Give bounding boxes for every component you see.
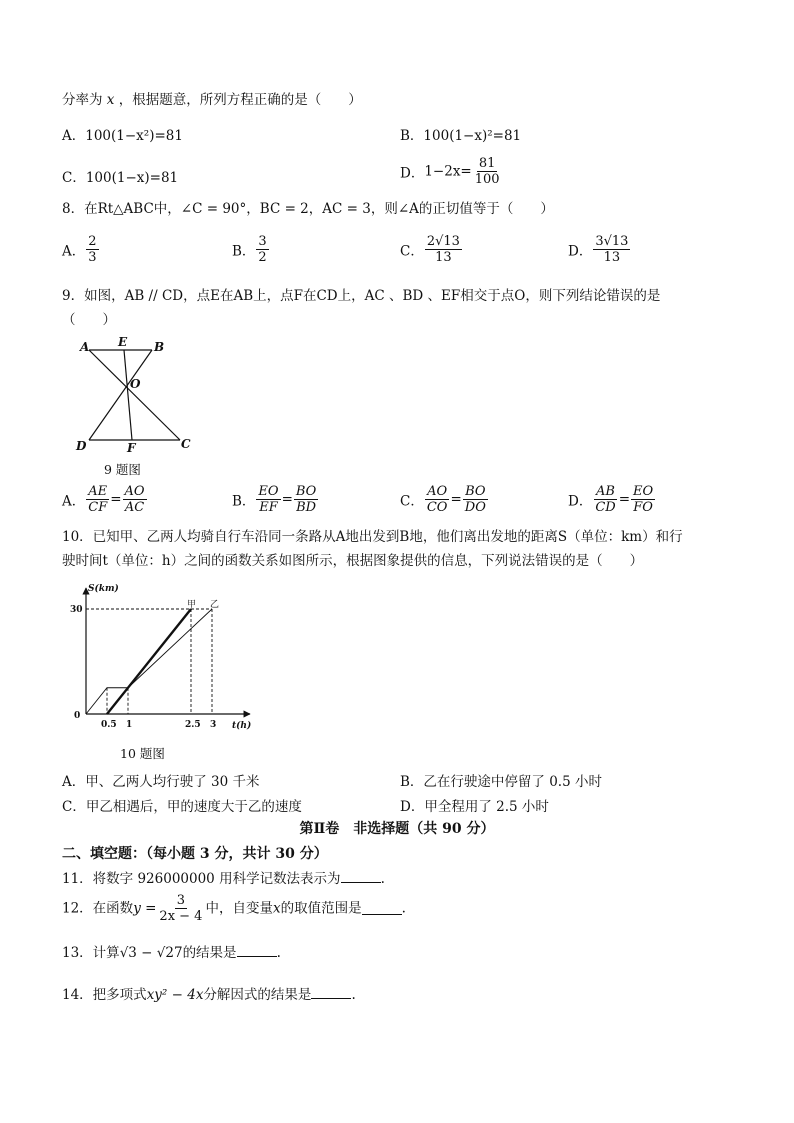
option-expression: 100(1−x²)=81 xyxy=(85,128,183,144)
q12 xyxy=(62,892,406,925)
equals-sign: = xyxy=(110,491,122,508)
x-axis-label: t(h) xyxy=(232,721,252,731)
q10-option-d[interactable]: D．甲全程用了 2.5 小时 xyxy=(400,799,549,815)
fraction xyxy=(157,893,204,924)
numerator: 3 xyxy=(176,893,186,908)
label-a: A xyxy=(80,340,90,354)
q7-option-c[interactable] xyxy=(62,166,178,186)
q7-variable: x xyxy=(106,92,115,108)
numerator: 2√13 xyxy=(426,234,460,249)
numerator: 81 xyxy=(478,156,496,171)
y-tick-label: 30 xyxy=(70,605,83,615)
denominator: 13 xyxy=(435,250,452,265)
q12-text-2: 中，自变量 xyxy=(205,900,273,917)
label-d: D xyxy=(76,439,87,453)
option-label: D． xyxy=(568,243,593,260)
fraction xyxy=(463,484,488,515)
fraction xyxy=(425,234,462,265)
q11-answer-blank[interactable] xyxy=(341,870,381,883)
q10-option-c[interactable]: C．甲乙相遇后，甲的速度大于乙的速度 xyxy=(62,799,302,815)
q7-stem-tail xyxy=(62,91,362,109)
y-axis-label: S(km) xyxy=(88,584,119,594)
label-o: O xyxy=(130,377,141,391)
series-yi-label: 乙 xyxy=(210,600,220,610)
option-label: B． xyxy=(232,243,256,260)
q14-period: . xyxy=(351,987,356,1003)
q9-option-b[interactable] xyxy=(232,484,319,515)
q9-stem-paren: （ ） xyxy=(62,312,116,328)
series-jia-line xyxy=(107,609,191,714)
fraction xyxy=(593,234,630,265)
option-expression: 100(1−x)=81 xyxy=(85,170,179,186)
q14-text-2: 分解因式的结果是 xyxy=(203,987,312,1003)
fraction xyxy=(593,484,617,515)
denominator: 3 xyxy=(88,250,97,265)
q14-answer-blank[interactable] xyxy=(311,986,351,999)
q11-text: 11．将数字 926000000 用科学记数法表示为 xyxy=(62,871,341,887)
denominator: 2x − 4 xyxy=(159,909,203,924)
x-tick-label: 0.5 xyxy=(101,720,117,730)
numerator: 2 xyxy=(88,234,97,249)
equals-sign: = xyxy=(450,491,462,508)
option-label: B． xyxy=(400,128,424,144)
q8-option-a[interactable] xyxy=(62,234,100,265)
option-label: D． xyxy=(568,493,593,510)
q12-text-3: 的取值范围是 xyxy=(280,900,362,917)
denominator: CD xyxy=(595,500,616,515)
q14-text: 14．把多项式 xyxy=(62,987,147,1003)
q13-answer-blank[interactable] xyxy=(237,944,277,957)
q10-stem: 10．已知甲、乙两人均骑自行车沿同一条路从A地出发到B地，他们离出发地的距离S（单位：km）和行 xyxy=(62,529,683,545)
fraction xyxy=(86,234,98,265)
numerator: 3√13 xyxy=(595,234,629,249)
q13 xyxy=(62,944,281,962)
equals-sign: = xyxy=(618,491,631,508)
q7-text-2: ，根据题意，所列方程正确的是（ ） xyxy=(118,92,362,108)
fraction xyxy=(86,484,109,515)
segment-bd xyxy=(89,350,152,440)
denominator: 100 xyxy=(474,172,500,187)
q13-expression: √3 − √27 xyxy=(119,945,183,961)
option-label: D． xyxy=(400,165,425,182)
label-e: E xyxy=(118,335,128,349)
equals-sign: = xyxy=(281,491,293,508)
x-tick-label: 3 xyxy=(210,720,217,730)
numerator: EO xyxy=(633,484,654,499)
q7-text: 分率为 xyxy=(62,92,103,108)
denominator: DO xyxy=(464,500,486,515)
segment-ef xyxy=(124,350,132,440)
label-f: F xyxy=(127,441,136,455)
option-label: A． xyxy=(62,243,86,260)
q7-option-d[interactable] xyxy=(400,156,503,187)
q9-option-c[interactable] xyxy=(400,484,489,515)
q7-option-b[interactable] xyxy=(400,124,521,144)
fraction xyxy=(256,484,280,515)
q9-figure xyxy=(70,334,200,458)
q10-chart xyxy=(66,584,256,740)
q7-option-a[interactable] xyxy=(62,124,183,144)
q11-period: . xyxy=(380,871,385,887)
numerator: EO xyxy=(258,484,279,499)
denominator: 2 xyxy=(258,250,267,265)
numerator: AO xyxy=(427,484,448,499)
q13-text-2: 的结果是 xyxy=(182,945,237,961)
origin-label: 0 xyxy=(74,711,81,721)
x-tick-label: 1 xyxy=(126,720,133,730)
numerator: BO xyxy=(465,484,486,499)
q9-option-d[interactable] xyxy=(568,484,656,515)
fraction xyxy=(425,484,450,515)
numerator: AE xyxy=(88,484,108,499)
q10-stem-2: 驶时间t（单位：h）之间的函数关系如图所示，根据图象提供的信息，下列说法错误的是（ ） xyxy=(62,553,644,569)
option-label: B． xyxy=(232,493,256,510)
option-expression: 100(1−x)²=81 xyxy=(423,128,522,144)
denominator: CF xyxy=(88,500,108,515)
q9-stem: 9．如图，AB // CD，点E在AB上，点F在CD上，AC 、BD 、EF相交于点O，则下列结论错误的是 xyxy=(62,288,661,304)
option-label: A． xyxy=(62,493,86,510)
denominator: 13 xyxy=(603,250,621,265)
q9-figure-caption: 9 题图 xyxy=(104,462,141,477)
q10-figure-caption: 10 题图 xyxy=(120,746,165,761)
q8-option-d[interactable] xyxy=(568,234,631,265)
q13-period: . xyxy=(276,945,281,961)
q12-period: . xyxy=(401,900,406,917)
fraction xyxy=(294,484,318,515)
denominator: CO xyxy=(426,500,448,515)
q14-expression: xy² − 4x xyxy=(146,987,204,1003)
q10-option-b[interactable]: B．乙在行驶途中停留了 0.5 小时 xyxy=(400,774,602,790)
denominator: BD xyxy=(296,500,317,515)
numerator: AO xyxy=(124,484,145,499)
segment-ac xyxy=(89,350,180,440)
numerator: AB xyxy=(596,484,615,499)
q8-option-b[interactable] xyxy=(232,234,270,265)
numerator: BO xyxy=(295,484,317,499)
option-label: A． xyxy=(62,128,86,144)
option-label: C． xyxy=(400,243,424,260)
q12-function: y = xyxy=(133,900,157,917)
q12-variable: x xyxy=(272,900,281,917)
q11 xyxy=(62,870,385,888)
fraction xyxy=(631,484,655,515)
label-b: B xyxy=(154,340,165,354)
q8-stem: 8．在Rt△ABC中，∠C = 90°，BC = 2，AC = 3，则∠A的正切值等于（ ） xyxy=(62,201,554,217)
q13-text: 13．计算 xyxy=(62,945,120,961)
q12-answer-blank[interactable] xyxy=(362,902,402,915)
q8-option-c[interactable] xyxy=(400,234,463,265)
series-jia-label: 甲 xyxy=(187,600,197,610)
x-tick-label: 2.5 xyxy=(185,720,201,730)
label-c: C xyxy=(181,437,191,451)
q9-option-a[interactable] xyxy=(62,484,148,515)
fraction xyxy=(123,484,147,515)
section-heading: 二、填空题：（每小题 3 分，共计 30 分） xyxy=(62,846,328,862)
q14 xyxy=(62,986,356,1004)
fraction xyxy=(473,156,502,187)
numerator: 3 xyxy=(258,234,267,249)
section-title: 第Ⅱ卷 非选择题（共 90 分） xyxy=(299,821,495,837)
fraction xyxy=(256,234,268,265)
option-label: C． xyxy=(400,493,424,510)
q10-option-a[interactable]: A．甲、乙两人均行驶了 30 千米 xyxy=(62,774,260,790)
q12-text: 12．在函数 xyxy=(62,900,134,917)
denominator: AC xyxy=(124,500,145,515)
denominator: FO xyxy=(633,500,653,515)
option-expression: 1−2x= xyxy=(424,163,472,180)
option-label: C． xyxy=(62,170,86,186)
denominator: EF xyxy=(259,500,278,515)
